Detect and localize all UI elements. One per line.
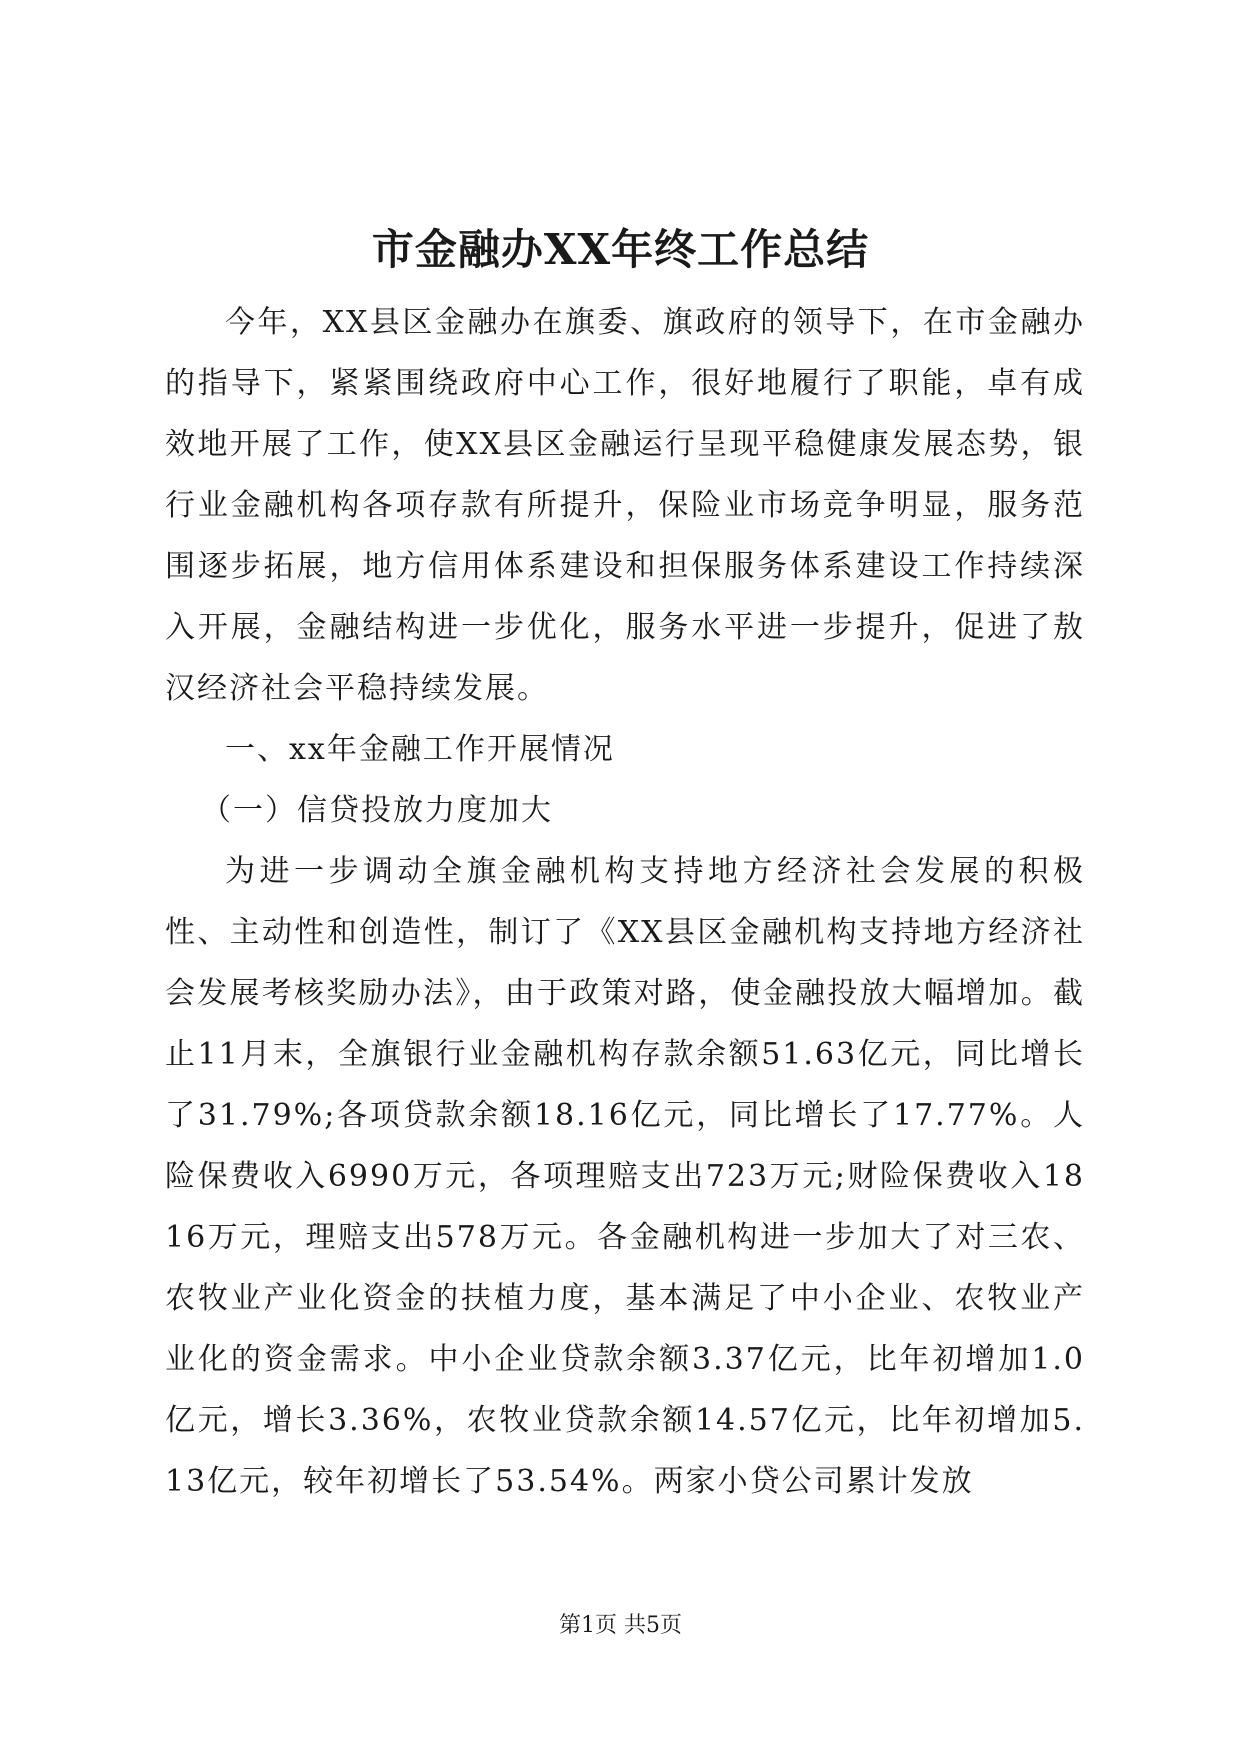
section-paragraph: 为进一步调动全旗金融机构支持地方经济社会发展的积极性、主动性和创造性，制订了《XX县区金融机构支持地方经济社会发展考核奖励办法》，由于政策对路，使金融投放大幅增加。截止11月末，全旗银行业金融机构存款余额51.63亿元，同比增长了31.79%;各项贷款余额18.16亿元，同比增长了17.77%。人险保费收入6990万元，各项理赔支出723万元;财险保费收入1816万元，理赔支出578万元。各金融机构进一步加大了对三农、农牧业产业化资金的扶植力度，基本满足了中小企业、农牧业产业化的资金需求。中小企业贷款余额3.37亿元，比年初增加1.0亿元，增长3.36%，农牧业贷款余额14.57亿元，比年初增加5.13亿元，较年初增长了53.54%。两家小贷公司累计发放 — [165, 854, 1085, 1499]
document-body — [165, 292, 1085, 1512]
subsection-heading: （一）信贷投放力度加大 — [201, 793, 553, 828]
intro-paragraph: 今年，XX县区金融办在旗委、旗政府的领导下，在市金融办的指导下，紧紧围绕政府中心工作，很好地履行了职能，卓有成效地开展了工作，使XX县区金融运行呈现平稳健康发展态势，银行业金融机构各项存款有所提升，保险业市场竞争明显，服务范围逐步拓展，地方信用体系建设和担保服务体系建设工作持续深入开展，金融结构进一步优化，服务水平进一步提升，促进了敖汉经济社会平稳持续发展。 — [165, 305, 1085, 706]
section-heading: 一、xx年金融工作开展情况 — [225, 732, 615, 767]
page-number-footer: 第1页 共5页 — [559, 1613, 682, 1638]
document-title: 市金融办XX年终工作总结 — [371, 225, 870, 274]
